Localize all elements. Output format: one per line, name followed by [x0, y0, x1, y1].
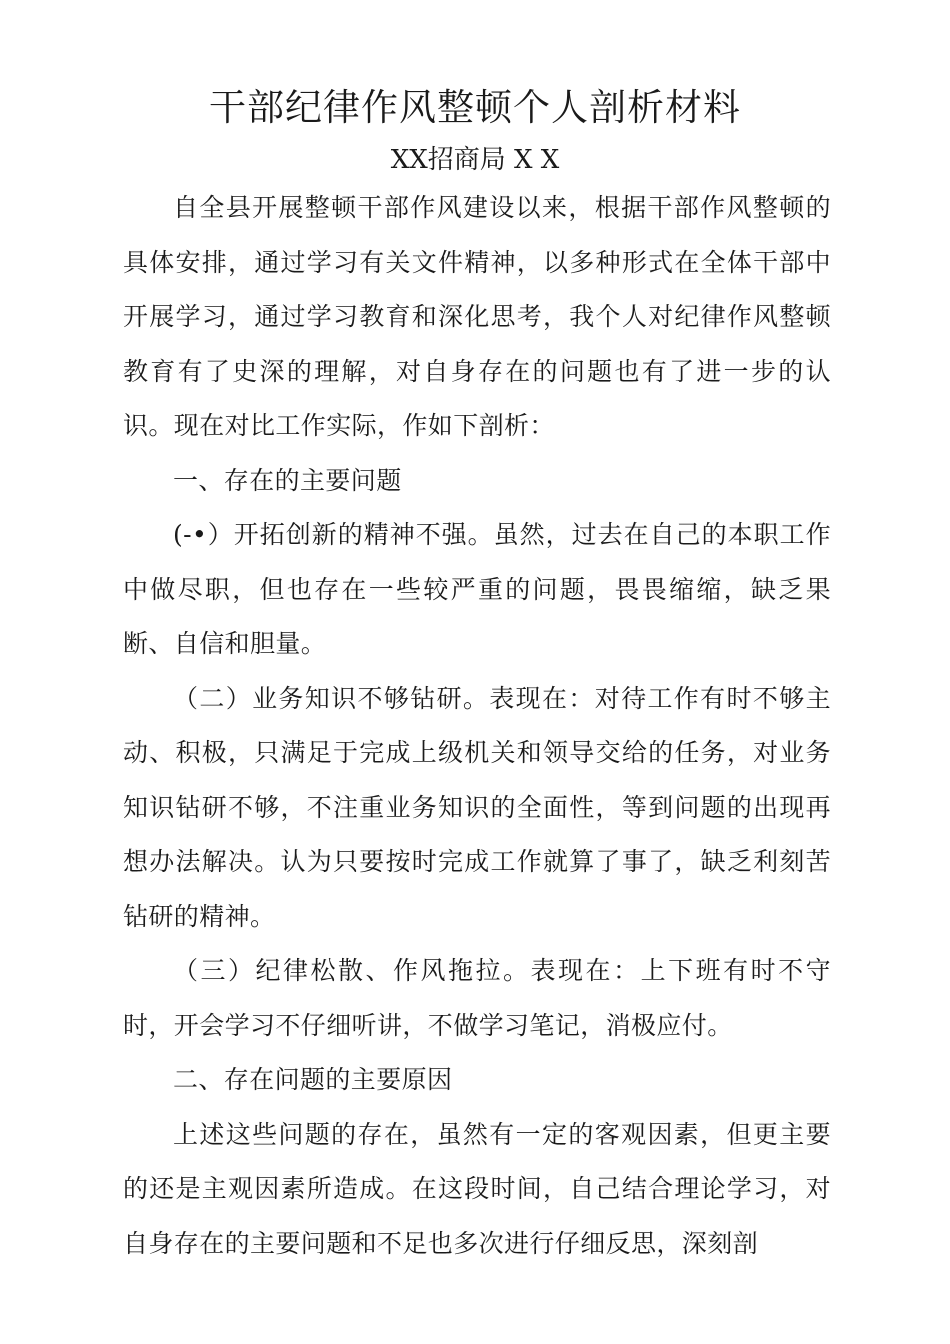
paragraph-problem-2: （二）业务知识不够钻研。表现在：对待工作有时不够主动、积极，只满足于完成上级机关和领导交给的任务，对业务知识钻研不够，不注重业务知识的全面性，等到问题的出现再想办法解决。认为只要按时完成工作就算了事了，缺乏利刻苦钻研的精神。: [123, 683, 831, 931]
paragraph-problem-1: (-•）开拓创新的精神不强。虽然，过去在自己的本职工作中做尽职，但也存在一些较严重的问题，畏畏缩缩，缺乏果断、自信和胆量。: [123, 520, 831, 658]
document-body: [123, 181, 831, 1271]
section-heading-causes: 二、存在问题的主要原因: [173, 1065, 453, 1094]
document-title: 干部纪律作风整顿个人剖析材料: [209, 86, 741, 129]
paragraph-intro: 自全县开展整顿干部作风建设以来，根据干部作风整顿的具体安排，通过学习有关文件精神，以多种形式在全体干部中开展学习，通过学习教育和深化思考，我个人对纪律作风整顿教育有了史深的理解，对自身存在的问题也有了进一步的认识。现在对比工作实际，作如下剖析：: [123, 193, 831, 440]
document-author: XX招商局 X X: [390, 145, 560, 175]
paragraph-problem-3: （三）纪律松散、作风拖拉。表现在：上下班有时不守时，开会学习不仔细听讲，不做学习笔记，消极应付。: [123, 956, 831, 1040]
paragraph-causes: 上述这些问题的存在，虽然有一定的客观因素，但更主要的还是主观因素所造成。在这段时间，自己结合理论学习，对自身存在的主要问题和不足也多次进行仔细反思，深刻剖: [123, 1119, 831, 1258]
section-heading-problems: 一、存在的主要问题: [173, 465, 402, 495]
